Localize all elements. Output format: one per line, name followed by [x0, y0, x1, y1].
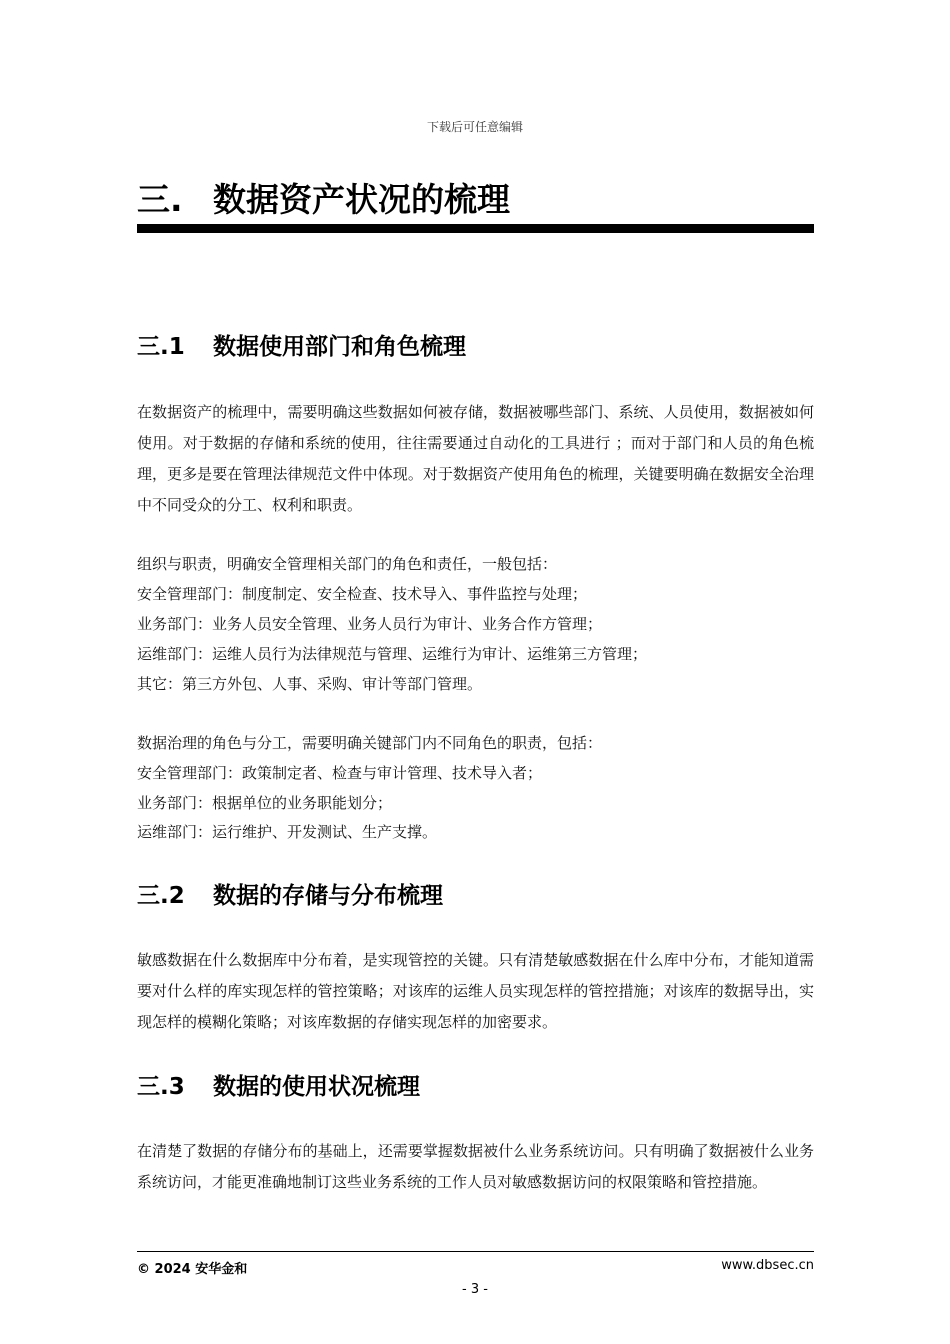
- section-3-paragraph: 在清楚了数据的存储分布的基础上，还需要掌握数据被什么业务系统访问。只有明确了数据被什么业务系统访问，才能更准确地制订这些业务系统的工作人员对敏感数据访问的权限策略和管控措施。: [137, 1142, 814, 1191]
- section-1-heading: [137, 331, 466, 363]
- header-watermark: 下载后可任意编辑: [426, 120, 523, 134]
- section-2-number: 三.2: [137, 883, 185, 909]
- org-line: 运维部门：运维人员行为法律规范与管理、运维行为审计、运维第三方管理；: [137, 645, 648, 663]
- role-line: 业务部门：根据单位的业务职能划分；: [137, 794, 393, 812]
- chapter-title: 数据资产状况的梳理: [213, 180, 510, 219]
- section-2-heading: [137, 880, 443, 912]
- footer-copyright: © 2024 安华金和: [137, 1262, 248, 1277]
- chapter-number: 三.: [137, 180, 183, 219]
- section-1-intro-paragraph: 在数据资产的梳理中，需要明确这些数据如何被存储，数据被哪些部门、系统、人员使用，数据被如何使用。对于数据的存储和系统的使用，往往需要通过自动化的工具进行 ；而对于部门和人员的角色梳理，更多是要在管理法律规范文件中体现。对于数据资产使用角色的梳理，关键要明确在数据安全治理中不同受众的分工、权利和职责。: [137, 403, 814, 514]
- section-3-heading: [137, 1071, 420, 1103]
- org-line: 组织与职责，明确安全管理相关部门的角色和责任，一般包括：: [137, 555, 558, 573]
- org-line: 业务部门：业务人员安全管理、业务人员行为审计、业务合作方管理；: [137, 615, 603, 633]
- role-line: 运维部门：运行维护、开发测试、生产支撑。: [137, 823, 438, 841]
- page-number: - 3 -: [462, 1282, 488, 1297]
- chapter-heading: [137, 178, 510, 222]
- section-1-number: 三.1: [137, 334, 185, 360]
- footer-website-link[interactable]: www.dbsec.cn: [721, 1258, 814, 1273]
- org-line: 安全管理部门：制度制定、安全检查、技术导入、事件监控与处理；: [137, 585, 588, 603]
- role-line: 安全管理部门：政策制定者、检查与审计管理、技术导入者；: [137, 764, 543, 782]
- org-line: 其它：第三方外包、人事、采购、审计等部门管理。: [137, 675, 483, 693]
- chapter-rule: [137, 224, 814, 233]
- section-3-number: 三.3: [137, 1074, 185, 1100]
- section-2-title: 数据的存储与分布梳理: [213, 883, 443, 909]
- section-3-title: 数据的使用状况梳理: [213, 1074, 420, 1100]
- section-2-paragraph: 敏感数据在什么数据库中分布着，是实现管控的关键。只有清楚敏感数据在什么库中分布，才能知道需要对什么样的库实现怎样的管控策略；对该库的运维人员实现怎样的管控措施；对该库的数据导出，实现怎样的模糊化策略；对该库数据的存储实现怎样的加密要求。: [137, 951, 814, 1031]
- section-1-title: 数据使用部门和角色梳理: [213, 334, 466, 360]
- footer-rule: [137, 1251, 814, 1252]
- role-line: 数据治理的角色与分工，需要明确关键部门内不同角色的职责，包括：: [137, 734, 603, 752]
